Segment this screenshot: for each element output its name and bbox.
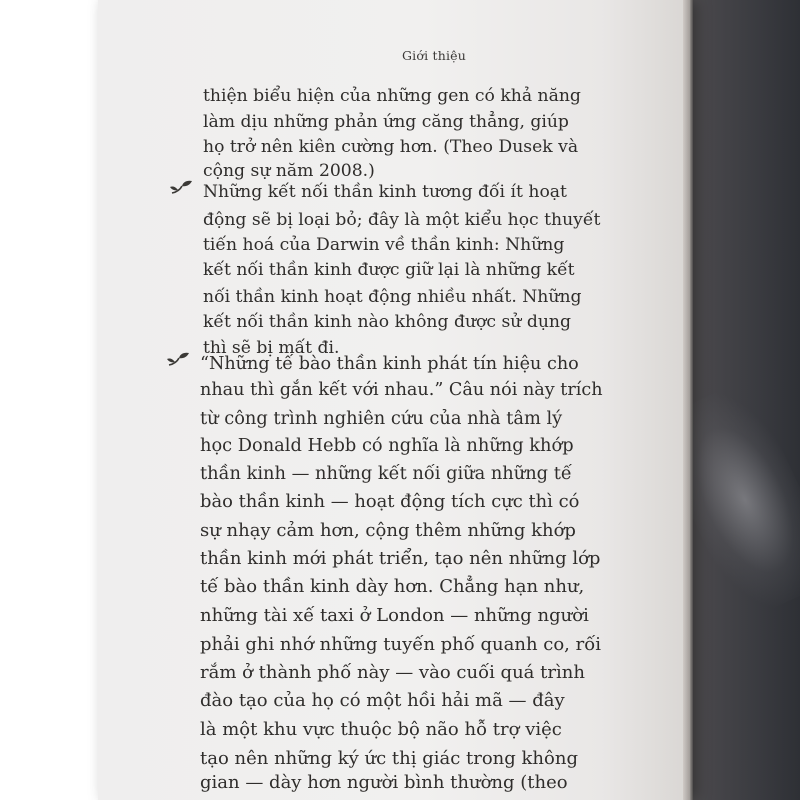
text-line: tiến hoá của Darwin về thần kinh: Những: [203, 235, 565, 255]
leaf-sprout-icon: [166, 350, 192, 368]
running-head: Giới thiệu: [402, 48, 466, 63]
text-line: nhau thì gắn kết với nhau.” Câu nói này trích: [200, 380, 603, 400]
text-line: “Những tế bào thần kinh phát tín hiệu cho: [200, 354, 579, 374]
text-line: thần kinh — những kết nối giữa những tế: [200, 463, 572, 484]
text-line: thần kinh mới phát triển, tạo nên những lớp: [200, 548, 601, 569]
text-line: Những kết nối thần kinh tương đối ít hoạt: [203, 182, 567, 202]
text-line: từ công trình nghiên cứu của nhà tâm lý: [200, 408, 563, 429]
text-line: kết nối thần kinh nào không được sử dụng: [203, 312, 571, 332]
text-line: phải ghi nhớ những tuyến phố quanh co, rối: [200, 634, 602, 655]
text-line: những tài xế taxi ở London — những người: [200, 605, 589, 626]
leaf-sprout-icon: [169, 178, 195, 196]
text-line: nối thần kinh hoạt động nhiều nhất. Những: [203, 287, 582, 307]
text-line: thiện biểu hiện của những gen có khả năng: [203, 86, 581, 106]
text-line: gian — dày hơn người bình thường (theo: [200, 772, 568, 793]
text-line: học Donald Hebb có nghĩa là những khớp: [200, 435, 574, 456]
text-line: tạo nên những ký ức thị giác trong không: [200, 748, 578, 769]
text-line: đào tạo của họ có một hồi hải mã — đây: [200, 690, 565, 711]
text-line: làm dịu những phản ứng căng thẳng, giúp: [203, 112, 569, 132]
text-line: kết nối thần kinh được giữ lại là những kết: [203, 260, 575, 280]
text-line: họ trở nên kiên cường hơn. (Theo Dusek và: [203, 137, 579, 157]
text-line: động sẽ bị loại bỏ; đây là một kiểu học thuyết: [203, 210, 601, 230]
text-line: rắm ở thành phố này — vào cuối quá trình: [200, 662, 585, 683]
text-line: sự nhạy cảm hơn, cộng thêm những khớp: [200, 520, 576, 541]
page-edge: [683, 0, 693, 800]
text-line: thì sẽ bị mất đi.: [203, 338, 340, 358]
text-line: bào thần kinh — hoạt động tích cực thì có: [200, 491, 580, 512]
text-line: cộng sự năm 2008.): [203, 161, 375, 181]
text-line: tế bào thần kinh dày hơn. Chẳng hạn như,: [200, 576, 585, 597]
text-line: là một khu vực thuộc bộ não hỗ trợ việc: [200, 719, 562, 740]
